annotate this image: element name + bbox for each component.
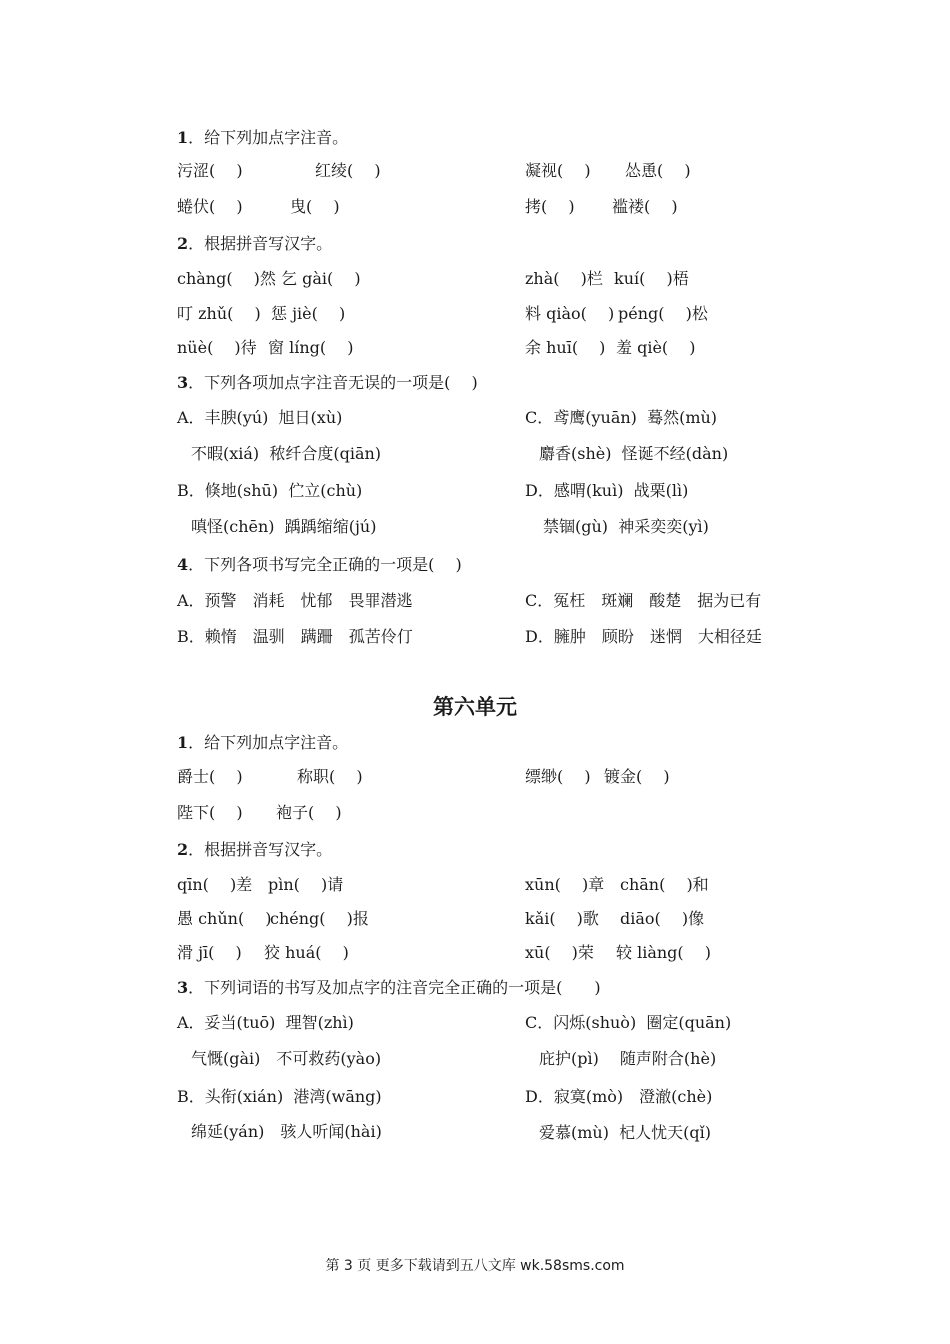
u5-q1-item: 曳( ) bbox=[290, 197, 340, 216]
u5-q2-item: zhà( )栏 bbox=[525, 269, 603, 288]
u5-q2-item: kuí( )梧 bbox=[614, 269, 689, 288]
u5-q3-option-a: A．丰腴(yú) 旭日(xù) bbox=[177, 408, 343, 427]
u6-q2-item: pìn( )请 bbox=[268, 875, 344, 894]
u5-q1-item: 污涩( ) bbox=[177, 161, 243, 180]
u6-q2-item: diāo( )像 bbox=[620, 909, 705, 928]
u6-q3-option-b: B．头衔(xián) 港湾(wāng) bbox=[177, 1087, 382, 1106]
u6-q1-item: 爵士( ) bbox=[177, 767, 243, 786]
u6-q3-option-a: A．妥当(tuō) 理智(zhì) bbox=[177, 1013, 354, 1032]
u5-q4-option-d: D．臃肿 顾盼 迷惘 大相径廷 bbox=[525, 627, 762, 646]
u5-q2-item: 乞 gài( ) bbox=[281, 269, 361, 288]
u6-q3-title: 3．下列词语的书写及加点字的注音完全正确的一项是( ) bbox=[177, 978, 601, 997]
u5-q2-item: 叮 zhǔ( ) bbox=[177, 304, 261, 323]
u6-q3-option-d-line2: 爱慕(mù) 杞人忧天(qǐ) bbox=[539, 1123, 711, 1142]
u5-q4-option-c: C．冤枉 斑斓 酸楚 据为已有 bbox=[525, 591, 762, 610]
u5-q1-item: 蜷伏( ) bbox=[177, 197, 243, 216]
unit-heading: 第六单元 bbox=[433, 694, 517, 719]
u6-q3-option-b-line2: 绵延(yán) 骇人听闻(hài) bbox=[191, 1122, 382, 1141]
u5-q1-title: 1．给下列加点字注音。 bbox=[177, 128, 349, 147]
u6-q2-item: chéng( )报 bbox=[270, 909, 369, 928]
page-footer: 第 3 页 更多下载请到五八文库 wk.58sms.com bbox=[325, 1258, 625, 1274]
u6-q2-item: kǎi( )歌 bbox=[525, 909, 599, 928]
u6-q2-item: chān( )和 bbox=[620, 875, 709, 894]
u5-q2-title: 2．根据拼音写汉字。 bbox=[177, 234, 333, 253]
u5-q2-item: nüè( )待 bbox=[177, 338, 257, 357]
u5-q1-item: 褴褛( ) bbox=[612, 197, 678, 216]
u5-q3-option-c-line2: 麝香(shè) 怪诞不经(dàn) bbox=[539, 444, 729, 463]
u5-q3-title: 3．下列各项加点字注音无误的一项是( ) bbox=[177, 373, 478, 392]
u5-q2-item: 余 huī( ) bbox=[525, 338, 606, 357]
u6-q3-option-c: C．闪烁(shuò) 圈定(quān) bbox=[525, 1013, 732, 1032]
u5-q1-item: 拷( ) bbox=[525, 197, 575, 216]
u6-q3-option-a-line2: 气慨(gài) 不可救药(yào) bbox=[191, 1049, 382, 1068]
u6-q3-option-c-line2: 庇护(pì) 随声附合(hè) bbox=[539, 1049, 717, 1068]
u5-q2-item: 羞 qiè( ) bbox=[616, 338, 696, 357]
u5-q2-item: 惩 jiè( ) bbox=[271, 304, 346, 323]
u5-q1-item: 红绫( ) bbox=[315, 161, 381, 180]
u5-q3-option-d-line2: 禁锢(gù) 神采奕奕(yì) bbox=[543, 517, 709, 536]
u5-q1-item: 怂恿( ) bbox=[625, 161, 691, 180]
u5-q4-title: 4．下列各项书写完全正确的一项是( ) bbox=[177, 555, 462, 574]
u6-q2-item: 较 liàng( ) bbox=[616, 943, 711, 962]
u5-q2-item: chàng( )然 bbox=[177, 269, 276, 288]
u5-q3-option-b-line2: 嗔怪(chēn) 踽踽缩缩(jú) bbox=[191, 517, 377, 536]
u5-q4-option-b: B．赖惰 温驯 蹒跚 孤苦伶仃 bbox=[177, 627, 413, 646]
u6-q2-item: qīn( )差 bbox=[177, 875, 253, 894]
u6-q3-option-d: D．寂寞(mò) 澄澈(chè) bbox=[525, 1087, 713, 1106]
u5-q4-option-a: A．预警 消耗 忧郁 畏罪潜逃 bbox=[177, 591, 413, 610]
u6-q2-title: 2．根据拼音写汉字。 bbox=[177, 840, 333, 859]
u5-q1-item: 凝视( ) bbox=[525, 161, 591, 180]
u6-q1-item: 称职( ) bbox=[297, 767, 363, 786]
u6-q2-item: 滑 jī( ) bbox=[177, 943, 242, 962]
u5-q2-item: péng( )松 bbox=[618, 304, 708, 323]
u6-q1-title: 1．给下列加点字注音。 bbox=[177, 733, 349, 752]
u6-q2-item: 狡 huá( ) bbox=[264, 943, 349, 962]
u6-q1-item: 缥缈( ) bbox=[525, 767, 591, 786]
u6-q1-item: 袍子( ) bbox=[276, 803, 342, 822]
u6-q2-item: 愚 chǔn( ) bbox=[177, 909, 272, 928]
u5-q2-item: 窗 líng( ) bbox=[268, 338, 354, 357]
u6-q1-item: 陛下( ) bbox=[177, 803, 243, 822]
u6-q1-item: 镀金( ) bbox=[604, 767, 670, 786]
u5-q2-item: 料 qiào( ) bbox=[525, 304, 615, 323]
u5-q3-option-b: B．倏地(shū) 伫立(chù) bbox=[177, 481, 363, 500]
u5-q3-option-a-line2: 不暇(xiá) 秾纤合度(qiān) bbox=[191, 444, 382, 463]
u5-q3-option-c: C．鸢鹰(yuān) 蓦然(mù) bbox=[525, 408, 718, 427]
u6-q2-item: xū( )荣 bbox=[525, 943, 594, 962]
u6-q2-item: xūn( )章 bbox=[525, 875, 605, 894]
u5-q3-option-d: D．感喟(kuì) 战栗(lì) bbox=[525, 481, 689, 500]
